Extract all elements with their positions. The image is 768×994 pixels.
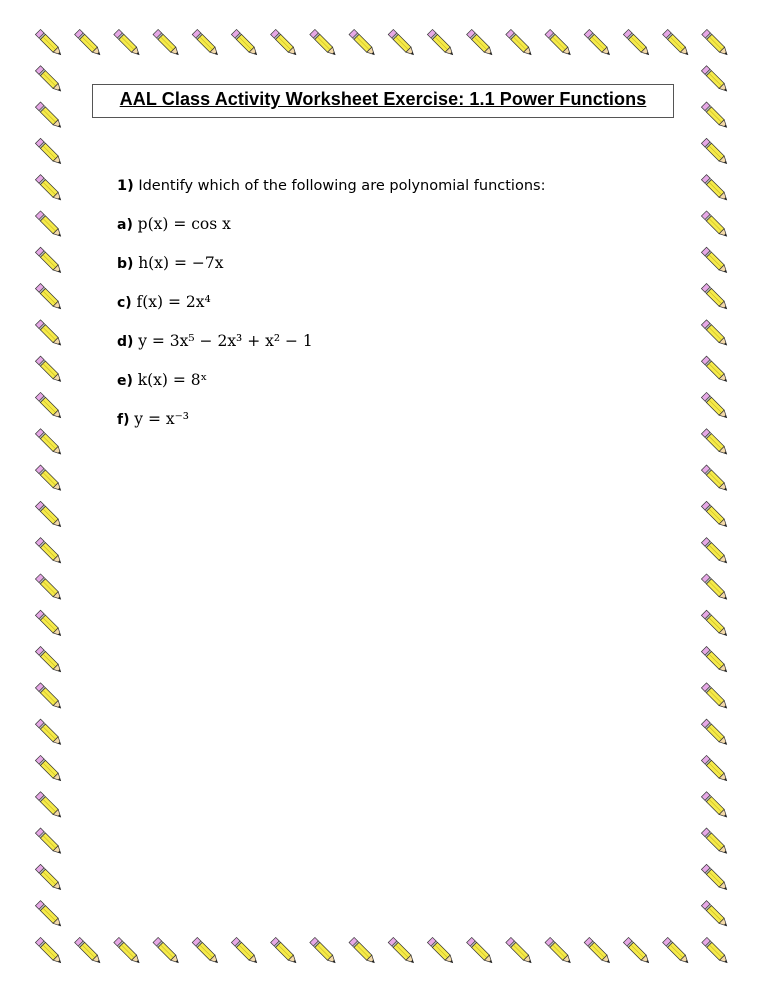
pencil-icon <box>231 29 259 57</box>
pencil-icon <box>701 792 729 820</box>
pencil-icon <box>35 501 63 529</box>
pencil-icon <box>701 755 729 783</box>
pencil-icon <box>701 647 729 675</box>
pencil-icon <box>35 175 63 203</box>
pencil-icon <box>701 864 729 892</box>
pencil-icon <box>506 29 534 57</box>
pencil-icon <box>701 320 729 348</box>
pencil-icon <box>192 937 220 965</box>
pencil-icon <box>623 937 651 965</box>
item-expression: f(x) = 2x⁴ <box>136 293 211 311</box>
pencil-icon <box>623 29 651 57</box>
pencil-icon <box>35 392 63 420</box>
pencil-icon <box>701 66 729 94</box>
pencil-icon <box>35 538 63 566</box>
pencil-icon <box>701 683 729 711</box>
pencil-icon <box>506 937 534 965</box>
pencil-icon <box>701 574 729 602</box>
pencil-icon <box>701 465 729 493</box>
item-label: a) <box>117 217 133 233</box>
item-label: d) <box>117 334 134 350</box>
item-d <box>117 330 677 369</box>
pencil-icon <box>701 356 729 384</box>
pencil-icon <box>467 937 495 965</box>
item-expression: p(x) = cos x <box>137 215 231 233</box>
pencil-icon <box>701 102 729 130</box>
item-label: f) <box>117 412 130 428</box>
pencil-icon <box>35 29 63 57</box>
pencil-icon <box>114 29 142 57</box>
pencil-icon <box>701 429 729 457</box>
item-label: b) <box>117 256 134 272</box>
item-c <box>117 291 677 330</box>
pencil-icon <box>701 719 729 747</box>
pencil-icon <box>271 29 299 57</box>
question-number: 1) <box>117 178 134 194</box>
pencil-icon <box>349 29 377 57</box>
pencil-icon <box>701 538 729 566</box>
pencil-icon <box>35 138 63 166</box>
pencil-icon <box>701 501 729 529</box>
pencil-icon <box>35 574 63 602</box>
pencil-icon <box>349 937 377 965</box>
pencil-icon <box>35 610 63 638</box>
pencil-icon <box>75 937 103 965</box>
pencil-icon <box>388 29 416 57</box>
pencil-icon <box>35 465 63 493</box>
pencil-icon <box>153 29 181 57</box>
pencil-icon <box>35 247 63 275</box>
item-f <box>117 408 677 447</box>
pencil-icon <box>584 937 612 965</box>
pencil-icon <box>388 937 416 965</box>
item-e <box>117 369 677 408</box>
pencil-icon <box>35 937 63 965</box>
pencil-icon <box>467 29 495 57</box>
item-expression: y = 3x⁵ − 2x³ + x² − 1 <box>138 332 313 350</box>
pencil-icon <box>545 29 573 57</box>
pencil-icon <box>35 647 63 675</box>
pencil-icon <box>35 320 63 348</box>
pencil-icon <box>545 937 573 965</box>
pencil-icon <box>663 937 691 965</box>
pencil-icon <box>271 937 299 965</box>
pencil-icon <box>701 828 729 856</box>
pencil-icon <box>114 937 142 965</box>
pencil-icon <box>701 284 729 312</box>
question-text: Identify which of the following are polynomial functions: <box>138 178 546 194</box>
pencil-icon <box>35 284 63 312</box>
item-label: e) <box>117 373 133 389</box>
pencil-icon <box>584 29 612 57</box>
pencil-icon <box>35 683 63 711</box>
pencil-icon <box>192 29 220 57</box>
pencil-icon <box>427 29 455 57</box>
worksheet-title: AAL Class Activity Worksheet Exercise: 1.1 Power Functions <box>119 89 647 109</box>
pencil-icon <box>153 937 181 965</box>
pencil-icon <box>231 937 259 965</box>
item-b <box>117 252 677 291</box>
worksheet-content <box>117 178 677 447</box>
item-expression: h(x) = −7x <box>138 254 224 272</box>
pencil-icon <box>35 66 63 94</box>
pencil-icon <box>35 211 63 239</box>
item-a <box>117 213 677 252</box>
pencil-icon <box>35 102 63 130</box>
pencil-icon <box>701 175 729 203</box>
pencil-icon <box>427 937 455 965</box>
pencil-icon <box>663 29 691 57</box>
pencil-icon <box>701 610 729 638</box>
pencil-icon <box>35 356 63 384</box>
title-box <box>92 84 674 118</box>
pencil-icon <box>35 864 63 892</box>
pencil-icon <box>310 29 338 57</box>
pencil-icon <box>702 937 730 965</box>
pencil-icon <box>702 29 730 57</box>
pencil-icon <box>75 29 103 57</box>
item-label: c) <box>117 295 132 311</box>
pencil-icon <box>701 247 729 275</box>
pencil-icon <box>35 792 63 820</box>
pencil-icon <box>310 937 338 965</box>
pencil-icon <box>35 901 63 929</box>
pencil-icon <box>35 755 63 783</box>
pencil-icon <box>701 211 729 239</box>
pencil-icon <box>35 429 63 457</box>
item-expression: y = x⁻³ <box>134 410 190 428</box>
pencil-icon <box>35 719 63 747</box>
item-expression: k(x) = 8ˣ <box>137 371 208 389</box>
pencil-icon <box>701 392 729 420</box>
pencil-icon <box>35 828 63 856</box>
pencil-icon <box>701 138 729 166</box>
question-1 <box>117 178 677 194</box>
pencil-icon <box>701 901 729 929</box>
